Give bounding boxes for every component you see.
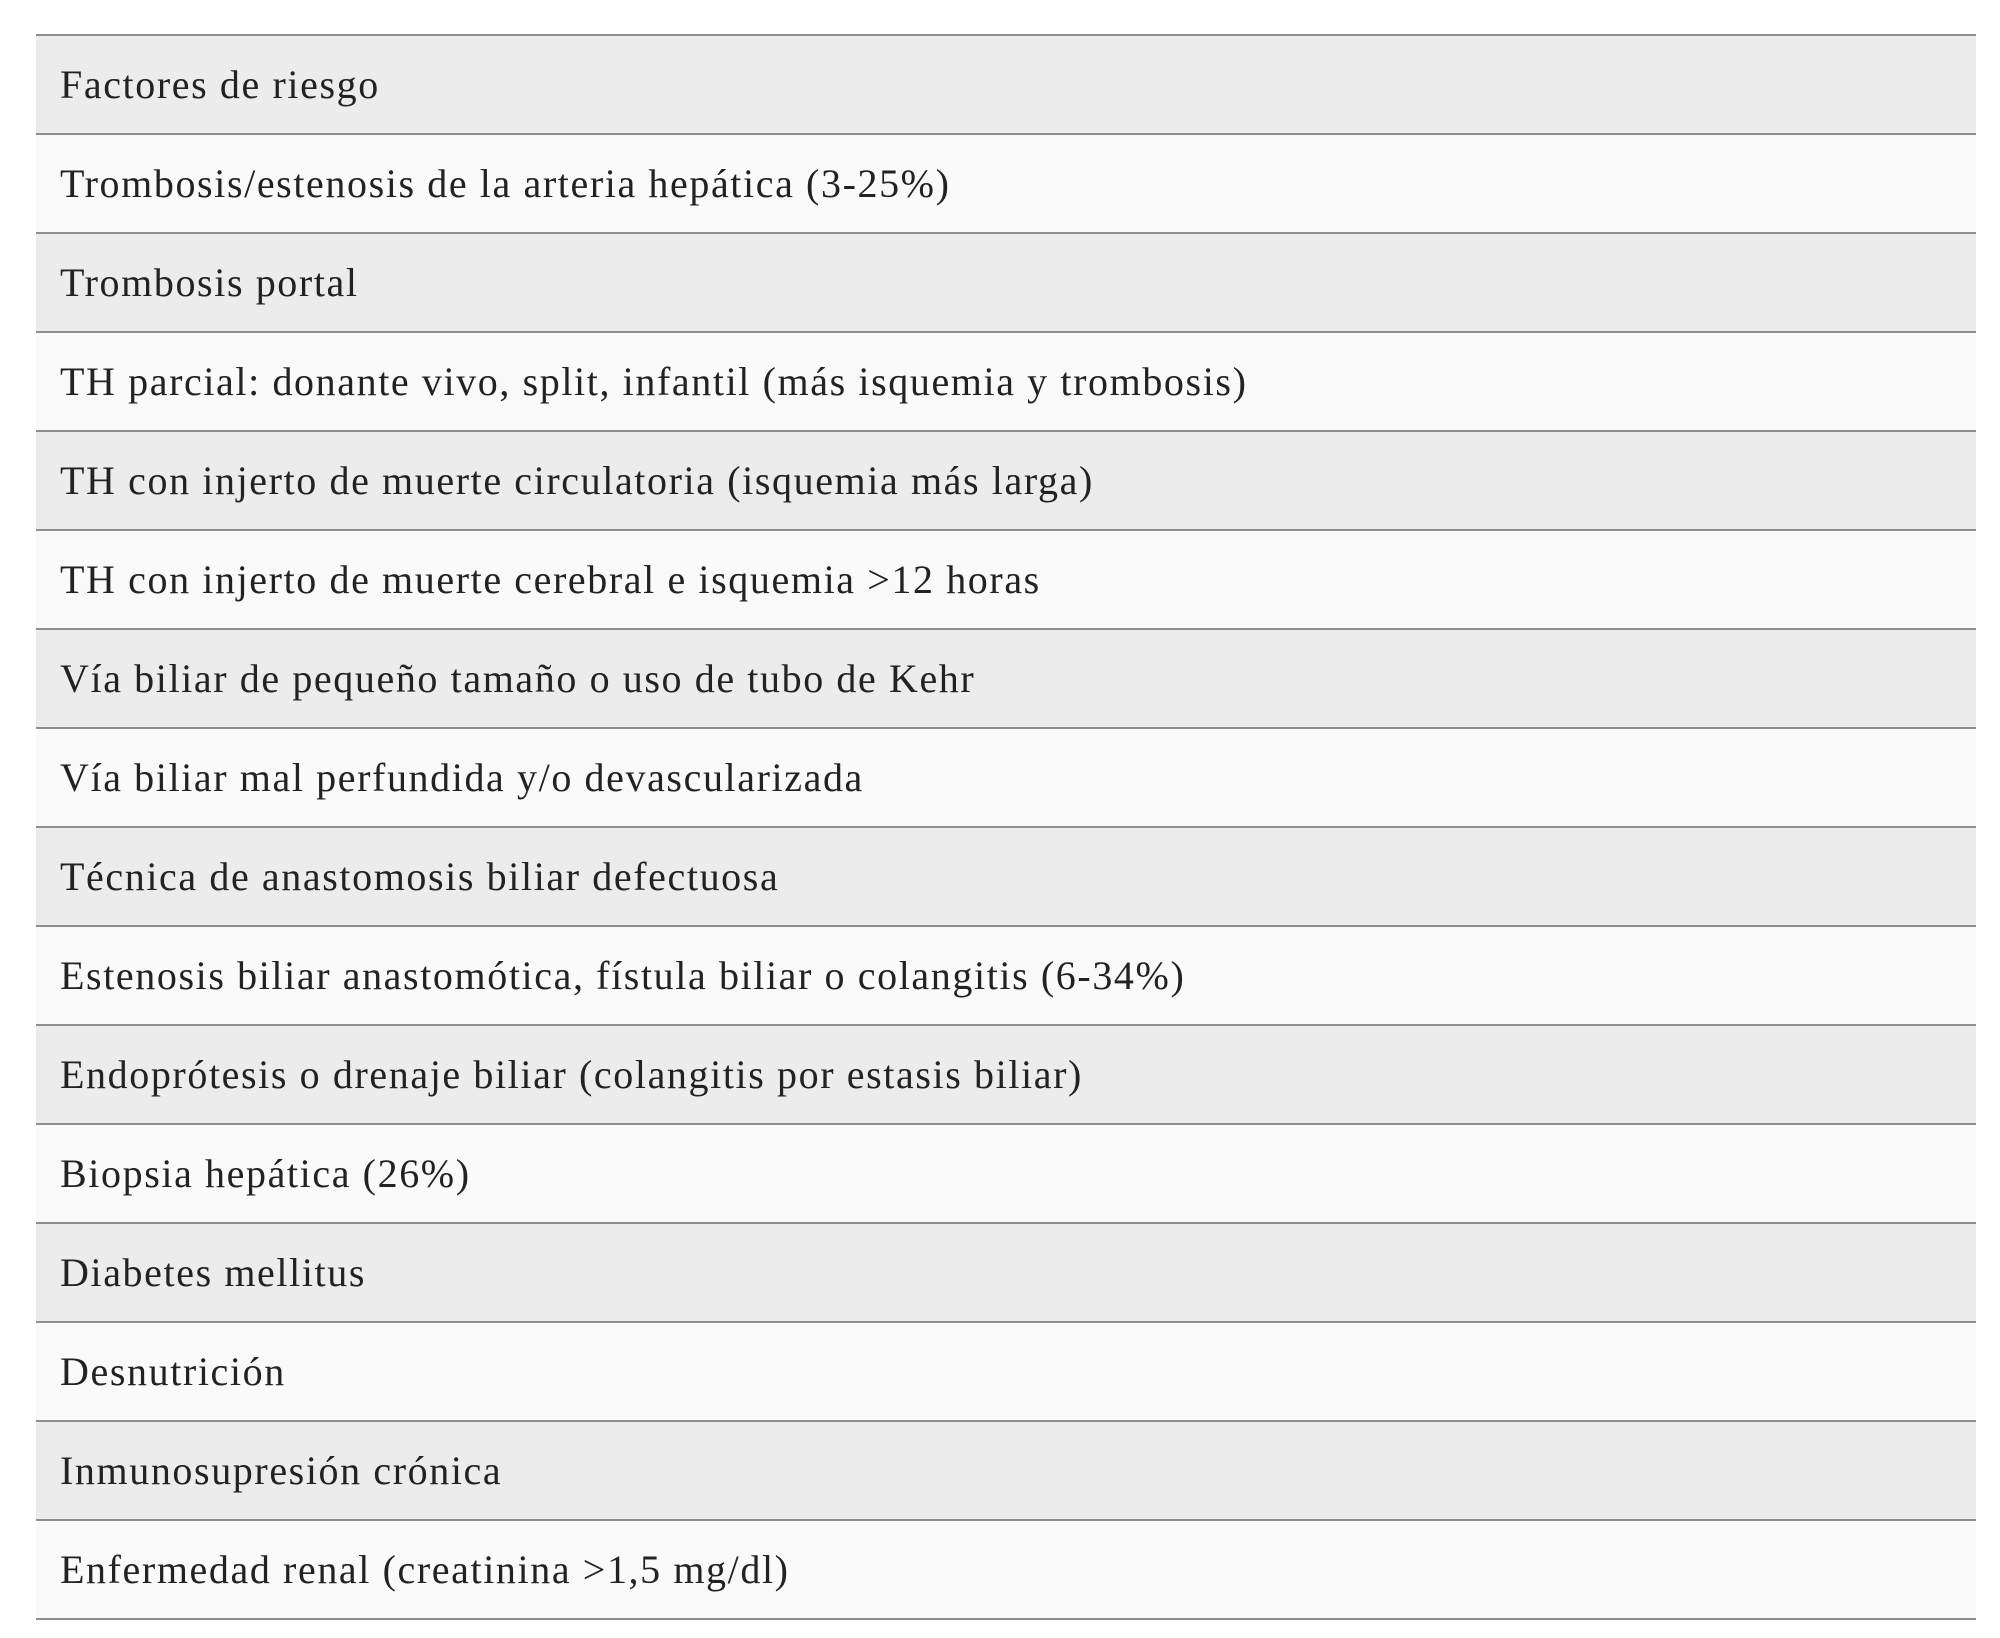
table-row xyxy=(36,1124,1976,1223)
table-row xyxy=(36,530,1976,629)
table-row xyxy=(36,233,1976,332)
table-cell: Trombosis portal xyxy=(36,233,1976,332)
table-header-row xyxy=(36,35,1976,134)
table-row xyxy=(36,1322,1976,1421)
table-row xyxy=(36,134,1976,233)
table-row xyxy=(36,332,1976,431)
table-cell: Diabetes mellitus xyxy=(36,1223,1976,1322)
table-cell: Trombosis/estenosis de la arteria hepática (3-25%) xyxy=(36,134,1976,233)
table-cell: Biopsia hepática (26%) xyxy=(36,1124,1976,1223)
table-row xyxy=(36,1025,1976,1124)
table-row xyxy=(36,1421,1976,1520)
table-cell: Inmunosupresión crónica xyxy=(36,1421,1976,1520)
table-cell: Vía biliar mal perfundida y/o devascularizada xyxy=(36,728,1976,827)
table-header-cell: Factores de riesgo xyxy=(36,35,1976,134)
table-row xyxy=(36,728,1976,827)
risk-factors-table-container xyxy=(36,34,1976,1620)
table-row xyxy=(36,1223,1976,1322)
table-row xyxy=(36,1520,1976,1619)
table-row xyxy=(36,827,1976,926)
table-cell: Desnutrición xyxy=(36,1322,1976,1421)
table-cell: TH con injerto de muerte cerebral e isquemia >12 horas xyxy=(36,530,1976,629)
table-cell: Vía biliar de pequeño tamaño o uso de tubo de Kehr xyxy=(36,629,1976,728)
risk-factors-table xyxy=(36,34,1976,1620)
table-cell: Enfermedad renal (creatinina >1,5 mg/dl) xyxy=(36,1520,1976,1619)
table-cell: Estenosis biliar anastomótica, fístula biliar o colangitis (6-34%) xyxy=(36,926,1976,1025)
table-cell: TH con injerto de muerte circulatoria (isquemia más larga) xyxy=(36,431,1976,530)
table-row xyxy=(36,926,1976,1025)
table-cell: Técnica de anastomosis biliar defectuosa xyxy=(36,827,1976,926)
table-cell: TH parcial: donante vivo, split, infantil (más isquemia y trombosis) xyxy=(36,332,1976,431)
table-cell: Endoprótesis o drenaje biliar (colangitis por estasis biliar) xyxy=(36,1025,1976,1124)
table-row xyxy=(36,629,1976,728)
table-row xyxy=(36,431,1976,530)
